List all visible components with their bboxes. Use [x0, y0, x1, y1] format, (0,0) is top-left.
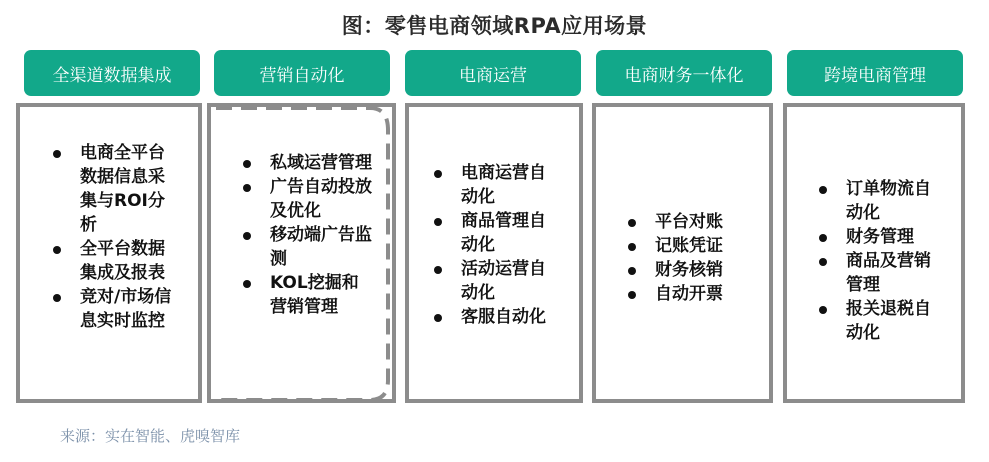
list-item: KOL挖掘和营销管理	[243, 271, 373, 319]
list-item: 财务核销	[628, 258, 748, 282]
list-item: 电商运营自动化	[434, 161, 549, 209]
item-list	[434, 161, 549, 329]
item-list	[628, 210, 748, 306]
list-item: 财务管理	[819, 225, 931, 249]
list-item: 私域运营管理	[243, 151, 373, 175]
panel-omnichannel-data	[16, 103, 202, 403]
header-ecommerce-finance: 电商财务一体化	[596, 50, 772, 96]
item-list	[53, 141, 173, 333]
list-item: 电商全平台数据信息采集与ROI分析	[53, 141, 173, 237]
list-item: 广告自动投放及优化	[243, 175, 373, 223]
item-list	[819, 177, 931, 345]
list-item: 自动开票	[628, 282, 748, 306]
list-item: 移动端广告监测	[243, 223, 373, 271]
list-item: 平台对账	[628, 210, 748, 234]
header-ecommerce-operations: 电商运营	[405, 50, 581, 96]
header-cross-border: 跨境电商管理	[787, 50, 963, 96]
panel-ecommerce-operations	[405, 103, 583, 403]
list-item: 活动运营自动化	[434, 257, 549, 305]
list-item: 商品及营销管理	[819, 249, 931, 297]
header-omnichannel-data: 全渠道数据集成	[24, 50, 200, 96]
dashed-outline	[210, 104, 400, 406]
panel-cross-border	[783, 103, 965, 403]
list-item: 记账凭证	[628, 234, 748, 258]
list-item: 商品管理自动化	[434, 209, 549, 257]
header-marketing-automation: 营销自动化	[214, 50, 390, 96]
list-item: 客服自动化	[434, 305, 549, 329]
list-item: 报关退税自动化	[819, 297, 931, 345]
list-item: 全平台数据集成及报表	[53, 237, 173, 285]
panel-ecommerce-finance	[592, 103, 773, 403]
diagram-title: 图：零售电商领域RPA应用场景	[341, 14, 648, 38]
list-item: 竞对/市场信息实时监控	[53, 285, 173, 333]
list-item: 订单物流自动化	[819, 177, 931, 225]
source-note: 来源：实在智能、虎嗅智库	[60, 427, 241, 445]
